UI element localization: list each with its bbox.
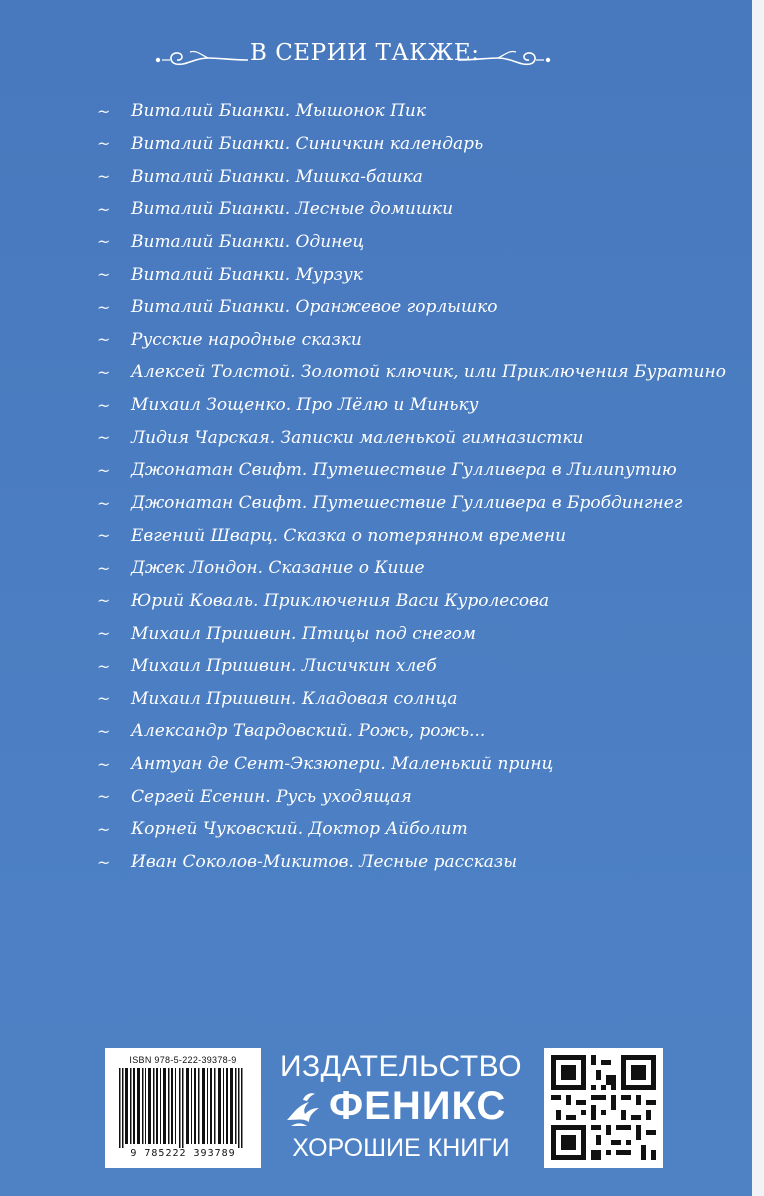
book-title: Михаил Пришвин. Птицы под снегом: [131, 623, 476, 644]
book-title: Русские народные сказки: [131, 329, 362, 350]
series-title: В СЕРИИ ТАКЖЕ:: [250, 40, 480, 66]
book-title: Виталий Бианки. Оранжевое горлышко: [131, 297, 498, 318]
list-marker: ~: [97, 689, 111, 709]
book-title: Виталий Бианки. Синичкин календарь: [131, 133, 484, 154]
book-title: Александр Твардовский. Рожь, рожь...: [131, 721, 486, 742]
list-item: [97, 258, 726, 291]
list-item: [97, 748, 726, 781]
book-title: Евгений Шварц. Сказка о потерянном времени: [131, 525, 567, 546]
list-marker: ~: [97, 232, 111, 252]
isbn-text: ISBN 978-5-222-39378-9: [129, 1055, 237, 1065]
list-item: [97, 356, 726, 389]
book-title: Джонатан Свифт. Путешествие Гулливера в Лилипутию: [131, 460, 677, 481]
qr-code-icon: [551, 1055, 656, 1160]
list-marker: ~: [97, 493, 111, 513]
list-item: [97, 160, 726, 193]
book-title: Михаил Пришвин. Кладовая солнца: [131, 688, 458, 709]
publisher-block: [269, 1048, 533, 1170]
book-title: Корней Чуковский. Доктор Айболит: [131, 819, 468, 840]
list-marker: ~: [97, 624, 111, 644]
publisher-name: ФЕНИКС: [329, 1084, 507, 1128]
list-marker: ~: [97, 754, 111, 774]
list-item: [97, 585, 726, 618]
book-title: Виталий Бианки. Мурзук: [131, 264, 363, 285]
list-item: [97, 846, 726, 879]
book-title: Лидия Чарская. Записки маленькой гимназистки: [131, 427, 584, 448]
list-marker: ~: [97, 330, 111, 350]
footer: [105, 1048, 663, 1170]
list-marker: ~: [97, 721, 111, 741]
list-item: [97, 552, 726, 585]
book-title: Джонатан Свифт. Путешествие Гулливера в Бробдингнег: [131, 493, 683, 513]
list-item: [97, 780, 726, 813]
list-marker: ~: [97, 362, 111, 382]
list-marker: ~: [97, 526, 111, 546]
list-item: [97, 683, 726, 716]
book-title: Антуан де Сент-Экзюпери. Маленький принц: [131, 754, 554, 775]
list-marker: ~: [97, 101, 111, 121]
list-marker: ~: [97, 787, 111, 807]
list-marker: ~: [97, 460, 111, 480]
publisher-brand: [269, 1084, 533, 1132]
list-item: [97, 487, 726, 520]
list-marker: ~: [97, 167, 111, 187]
list-marker: ~: [97, 297, 111, 317]
list-item: [97, 421, 726, 454]
phoenix-bird-icon: [283, 1090, 323, 1128]
list-item: [97, 95, 726, 128]
list-item: [97, 813, 726, 846]
book-title: Иван Соколов-Микитов. Лесные рассказы: [131, 852, 518, 873]
book-title: Алексей Толстой. Золотой ключик, или Приключения Буратино: [131, 362, 726, 383]
list-marker: ~: [97, 428, 111, 448]
book-title: Виталий Бианки. Одинец: [131, 231, 365, 252]
list-item: [97, 650, 726, 683]
book-title: Джек Лондон. Сказание о Кише: [131, 558, 425, 579]
list-marker: ~: [97, 656, 111, 676]
list-marker: ~: [97, 852, 111, 872]
qr-panel: [544, 1048, 663, 1168]
list-item: [97, 617, 726, 650]
publisher-slogan: ХОРОШИЕ КНИГИ: [292, 1134, 510, 1162]
list-item: [97, 323, 726, 356]
list-item: [97, 291, 726, 324]
flourish-ornament-left-icon: [150, 44, 250, 74]
publisher-label: ИЗДАТЕЛЬСТВО: [279, 1050, 523, 1083]
book-list: [97, 95, 726, 878]
barcode-number: 9 785222 393789: [130, 1148, 236, 1159]
book-title: Михаил Пришвин. Лисичкин хлеб: [131, 656, 437, 677]
list-marker: ~: [97, 265, 111, 285]
book-title: Виталий Бианки. Мишка-башка: [131, 166, 423, 187]
list-item: [97, 389, 726, 422]
ean-barcode-icon: [119, 1068, 247, 1148]
flourish-ornament-right-icon: [456, 44, 556, 74]
list-item: [97, 454, 726, 487]
book-title: Виталий Бианки. Лесные домишки: [131, 199, 454, 220]
list-item: [97, 128, 726, 161]
list-item: [97, 519, 726, 552]
list-item: [97, 715, 726, 748]
series-header: [0, 38, 752, 78]
book-title: Михаил Зощенко. Про Лёлю и Миньку: [131, 395, 479, 416]
list-marker: ~: [97, 199, 111, 219]
list-marker: ~: [97, 558, 111, 578]
list-marker: ~: [97, 134, 111, 154]
barcode-panel: [105, 1048, 261, 1168]
list-marker: ~: [97, 591, 111, 611]
book-title: Сергей Есенин. Русь уходящая: [131, 786, 412, 807]
list-item: [97, 226, 726, 259]
list-marker: ~: [97, 819, 111, 839]
book-title: Юрий Коваль. Приключения Васи Куролесова: [131, 590, 550, 611]
list-marker: ~: [97, 395, 111, 415]
list-item: [97, 193, 726, 226]
book-title: Виталий Бианки. Мышонок Пик: [131, 101, 427, 122]
